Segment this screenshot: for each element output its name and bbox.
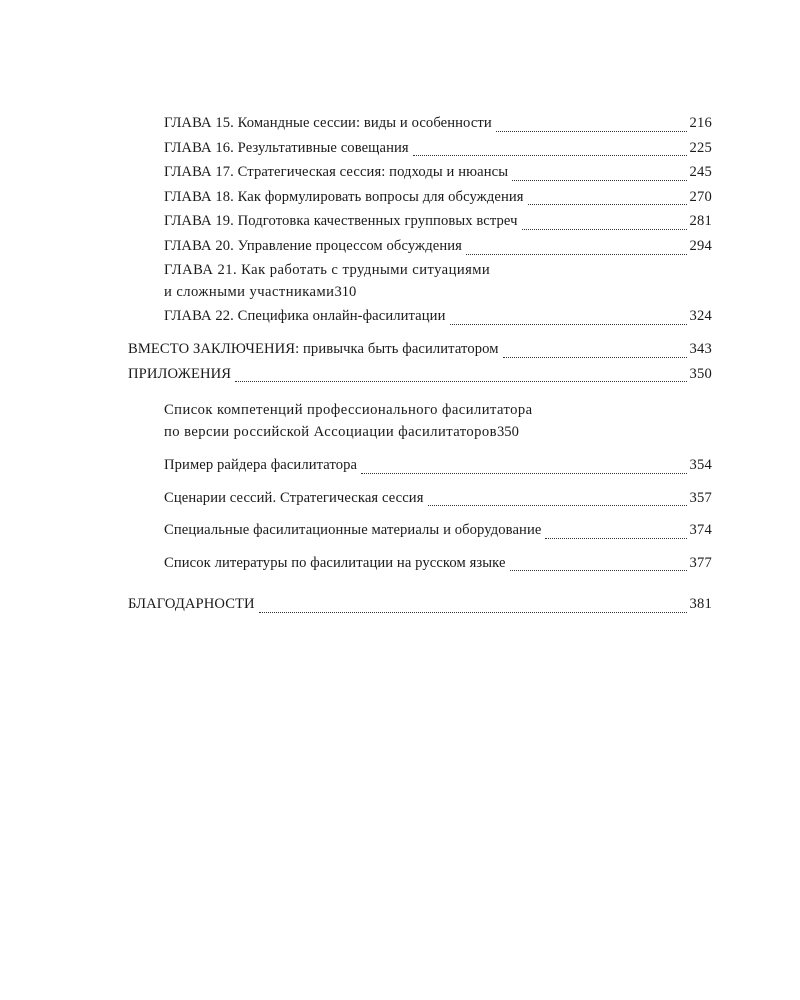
dot-leader: [235, 380, 686, 382]
section-spacer: [128, 544, 712, 552]
toc-entry-label-line1: Список компетенций профессионального фасилитатора: [164, 402, 533, 419]
toc-entry-page: 281: [689, 213, 712, 230]
toc-entry-conclusion[interactable]: [128, 338, 712, 361]
toc-entry-appendix-scenarios[interactable]: [128, 487, 712, 510]
toc-entry-label: ГЛАВА 16. Результативные совещания: [164, 139, 409, 156]
toc-entry-label-line2: по версии российской Ассоциации фасилитаторов: [164, 424, 497, 441]
toc-entry-page: 245: [689, 164, 712, 181]
section-spacer: [128, 446, 712, 454]
dot-leader: [512, 179, 686, 181]
toc-entry-page: 350: [496, 424, 519, 441]
section-spacer: [128, 479, 712, 487]
section-spacer: [128, 576, 712, 593]
toc-entry-appendix-competencies[interactable]: [128, 400, 712, 444]
dot-leader: [450, 323, 687, 325]
dot-leader: [510, 569, 687, 571]
toc-entry-page: 343: [689, 341, 712, 358]
toc-entry-page: 377: [689, 554, 712, 571]
section-spacer: [128, 511, 712, 519]
dot-leader: [428, 504, 687, 506]
toc-entry-label-line2: и сложными участниками: [164, 283, 335, 300]
toc-entry-chapter-19[interactable]: [128, 210, 712, 233]
toc-entry-label: ГЛАВА 20. Управление процессом обсуждения: [164, 238, 462, 255]
toc-entry-label: Пример райдера фасилитатора: [164, 457, 358, 474]
dot-leader: [259, 611, 687, 613]
toc-entry-page: 374: [689, 522, 712, 539]
toc-entry-chapter-17[interactable]: [128, 161, 712, 184]
toc-entry-page: 357: [689, 489, 712, 506]
toc-entry-appendices[interactable]: [128, 363, 712, 386]
dot-leader: [496, 130, 687, 132]
toc-entry-label: ВМЕСТО ЗАКЛЮЧЕНИЯ: привычка быть фасилитатором: [128, 341, 499, 358]
toc-entry-label: ГЛАВА 15. Командные сессии: виды и особенности: [164, 115, 492, 131]
toc-entry-label: Список литературы по фасилитации на русском языке: [164, 554, 506, 571]
section-spacer: [128, 387, 712, 400]
dot-leader: [413, 154, 687, 156]
toc-entry-page: 354: [689, 457, 712, 474]
toc-entry-label: БЛАГОДАРНОСТИ: [128, 596, 255, 613]
dot-leader: [528, 203, 687, 205]
toc-entry-chapter-22[interactable]: [128, 305, 712, 328]
toc-entry-label: ГЛАВА 22. Специфика онлайн-фасилитации: [164, 308, 446, 325]
toc-entry-appendix-bibliography[interactable]: [128, 552, 712, 575]
toc-entry-label: ГЛАВА 18. Как формулировать вопросы для обсуждения: [164, 188, 524, 205]
toc-entry-chapter-15[interactable]: [128, 112, 712, 135]
toc-entry-appendix-rider[interactable]: [128, 454, 712, 477]
toc-entry-page: 381: [689, 596, 712, 613]
toc-entry-label: ГЛАВА 17. Стратегическая сессия: подходы и нюансы: [164, 164, 509, 181]
toc-entry-label: Специальные фасилитационные материалы и оборудование: [164, 522, 542, 539]
toc-entry-page: 294: [689, 238, 712, 255]
toc-entry-page: 270: [689, 188, 712, 205]
toc-entry-label-line1: ГЛАВА 21. Как работать с трудными ситуациями: [164, 261, 491, 278]
toc-entry-label: ГЛАВА 19. Подготовка качественных групповых встреч: [164, 213, 518, 230]
table-of-contents: [128, 112, 712, 618]
dot-leader: [466, 253, 687, 255]
toc-entry-chapter-20[interactable]: [128, 235, 712, 258]
toc-entry-page: 350: [689, 365, 712, 382]
toc-entry-chapter-18[interactable]: [128, 186, 712, 209]
toc-entry-label: ПРИЛОЖЕНИЯ: [128, 365, 232, 382]
toc-entry-appendix-materials[interactable]: [128, 519, 712, 542]
toc-entry-page: 225: [689, 139, 712, 156]
dot-leader: [522, 228, 687, 230]
section-spacer: [128, 330, 712, 338]
dot-leader: [361, 472, 686, 474]
toc-entry-acknowledgements[interactable]: [128, 593, 712, 616]
toc-entry-page: 310: [334, 283, 357, 300]
toc-entry-page: 216: [689, 115, 712, 131]
toc-entry-page: 324: [689, 308, 712, 325]
dot-leader: [545, 537, 686, 539]
dot-leader: [503, 356, 687, 358]
toc-entry-label: Сценарии сессий. Стратегическая сессия: [164, 489, 424, 506]
toc-entry-chapter-21[interactable]: [128, 260, 712, 304]
toc-entry-chapter-16[interactable]: [128, 137, 712, 160]
